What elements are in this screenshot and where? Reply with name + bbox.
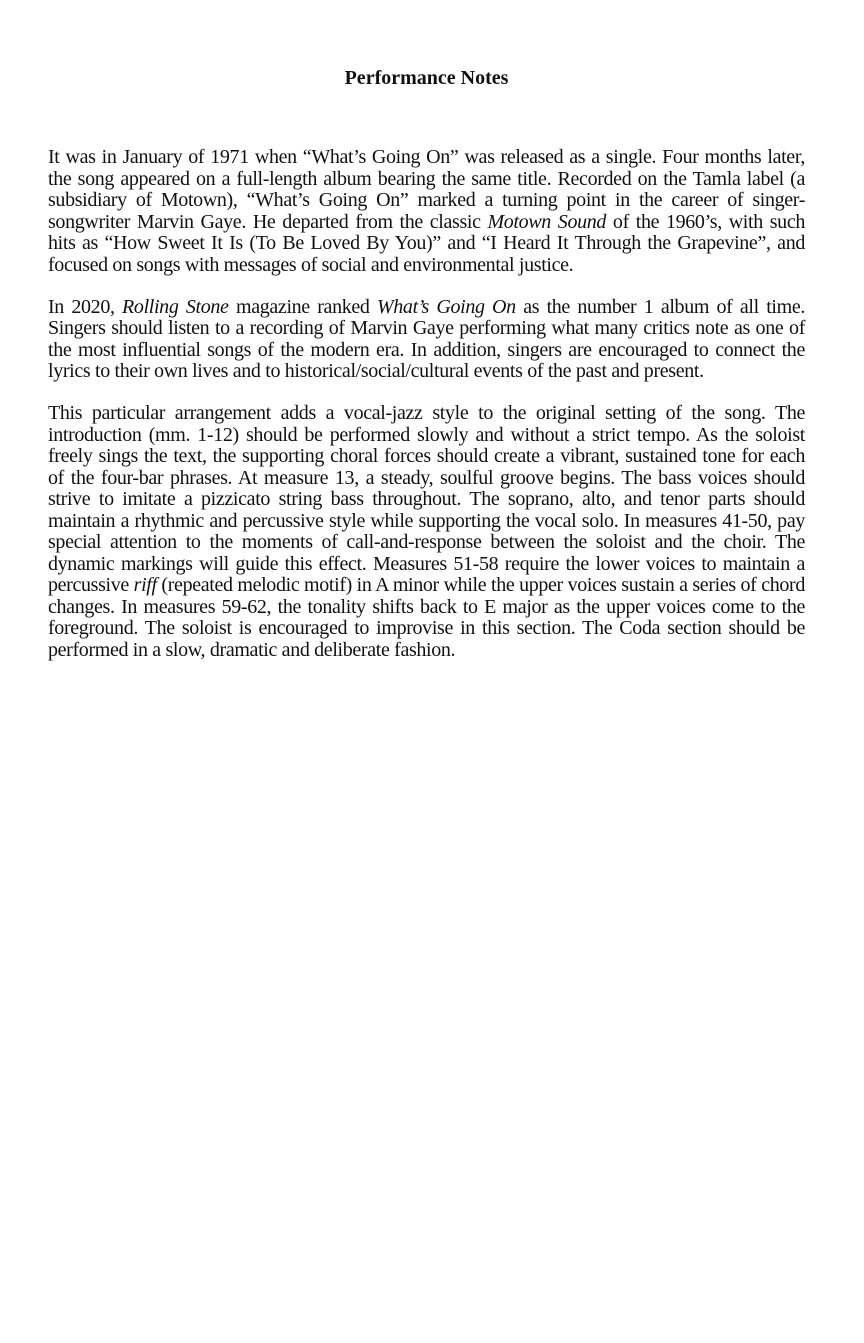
page-title: Performance Notes <box>344 67 509 89</box>
italic-term: What’s Going On <box>376 295 516 318</box>
paragraph-history <box>48 147 805 276</box>
paragraph-text: as the number 1 album of all time. Singers should listen to a recording of Marvin Gaye performing what many critics note as one of the most influential songs of the modern era. In addition, singers are encouraged to connect the lyrics to their own lives and to historical/social/cultural events of the past and present. <box>48 295 806 382</box>
document-body <box>48 147 805 682</box>
paragraph-legacy <box>48 297 805 383</box>
paragraph-text: (repeated melodic motif) in A minor while the upper voices sustain a series of chord changes. In measures 59-62, the tonality shifts back to E major as the upper voices come to the foreground. The soloist is encouraged to improvise in this section. The Coda section should be performed in a slow, dramatic and deliberate fashion. <box>48 574 805 661</box>
paragraph-text: of the 1960’s, with such hits as “How Sweet It Is (To Be Loved By You)” and “I Heard It Through the Grapevine”, and focused on songs with messages of social and environmental justice. <box>48 210 805 276</box>
paragraph-arrangement <box>48 403 805 661</box>
paragraph-text: It was in January of 1971 when “What’s Going On” was released as a single. Four months later, the song appeared on a full-length album bearing the same title. Recorded on the Tamla label (a subsidiary of Motown), “What’s Going On” marked a turning point in the career of singer-songwriter Marvin Gaye. He departed from the classic <box>48 146 805 233</box>
paragraph-text: This particular arrangement adds a vocal-jazz style to the original setting of the song. The introduction (mm. 1-12) should be performed slowly and without a strict tempo. As the soloist freely sings the text, the supporting choral forces should create a vibrant, sustained tone for each of the four-bar phrases. At measure 13, a steady, soulful groove begins. The bass voices should strive to imitate a pizzicato string bass throughout. The soprano, alto, and tenor parts should maintain a rhythmic and percussive style while supporting the vocal solo. In measures 41-50, pay special attention to the moments of call-and-response between the soloist and the choir. The dynamic markings will guide this effect. Measures 51-58 require the lower voices to maintain a percussive <box>48 402 805 596</box>
italic-term: Rolling Stone <box>122 295 229 318</box>
paragraph-text: magazine ranked <box>228 295 377 318</box>
paragraph-text: In 2020, <box>48 295 123 318</box>
italic-term: Motown Sound <box>487 210 607 233</box>
italic-term: riff <box>133 574 157 596</box>
